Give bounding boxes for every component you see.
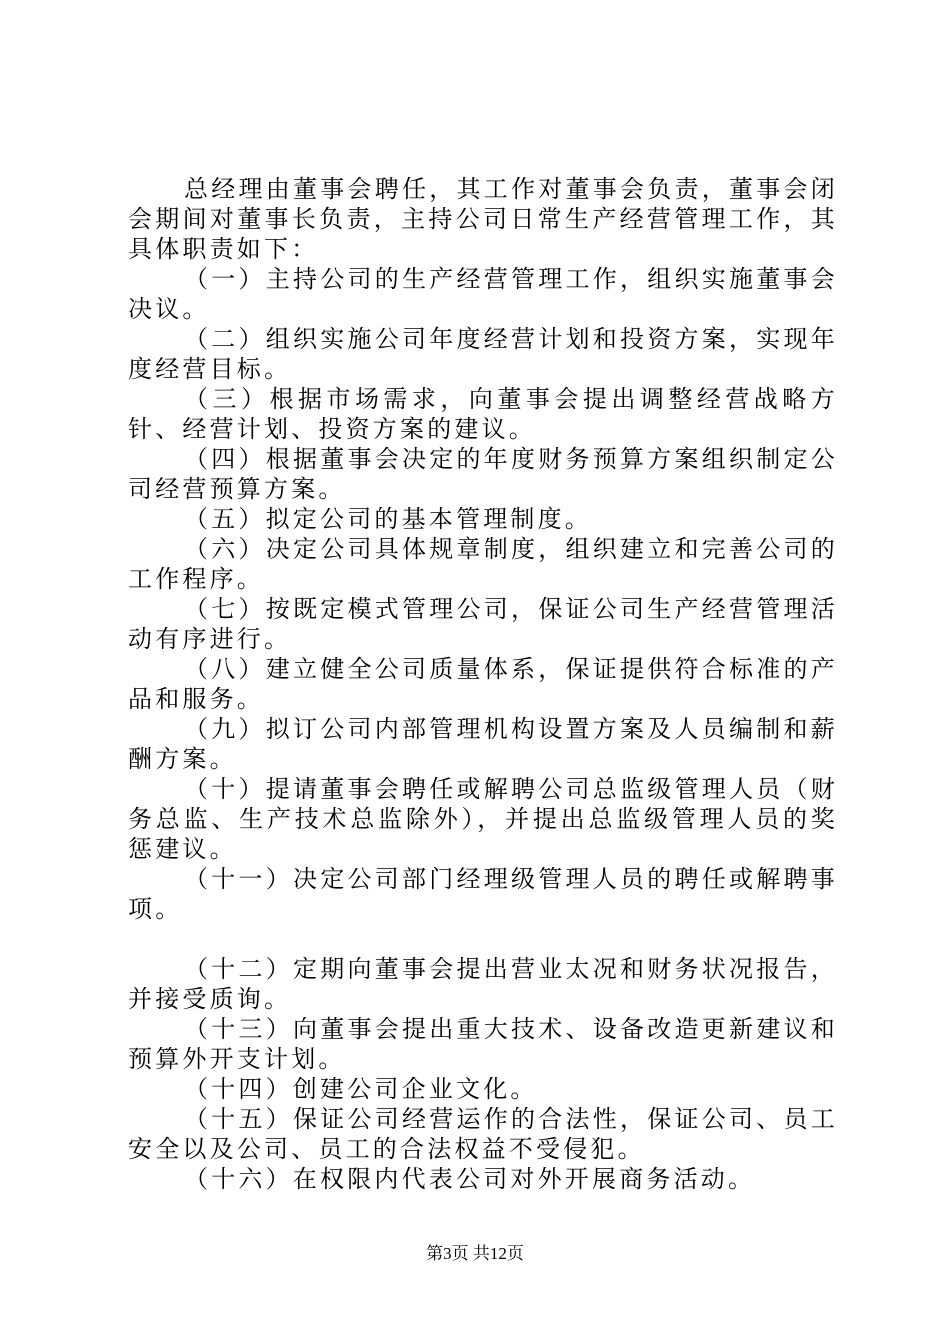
document-body (128, 174, 838, 1194)
duty-item-8: （八）建立健全公司质量体系，保证提供符合标准的产品和服务。 (128, 655, 838, 713)
duty-item-12: （十二）定期向董事会提出营业太况和财务状况报告，并接受质询。 (128, 955, 838, 1013)
duty-item-10: （十）提请董事会聘任或解聘公司总监级管理人员（财务总监、生产技术总监除外），并提出总监级管理人员的奖惩建议。 (128, 775, 838, 863)
duty-item-5: （五）拟定公司的基本管理制度。 (184, 505, 592, 533)
duty-item-16: （十六）在权限内代表公司对外开展商务活动。 (184, 1165, 756, 1193)
duty-item-2: （二）组织实施公司年度经营计划和投资方案，实现年度经营目标。 (128, 325, 838, 383)
duty-item-4: （四）根据董事会决定的年度财务预算方案组织制定公司经营预算方案。 (128, 445, 838, 503)
duty-item-11: （十一）决定公司部门经理级管理人员的聘任或解聘事项。 (128, 865, 838, 923)
duty-item-14: （十四）创建公司企业文化。 (184, 1075, 538, 1103)
duty-item-7: （七）按既定模式管理公司，保证公司生产经营管理活动有序进行。 (128, 595, 838, 653)
page-number-footer: 第3页 共12页 (426, 1244, 524, 1263)
duty-item-3: （三）根据市场需求，向董事会提出调整经营战略方针、经营计划、投资方案的建议。 (128, 385, 838, 443)
duty-item-13: （十三）向董事会提出重大技术、设备改造更新建议和预算外开支计划。 (128, 1015, 838, 1073)
duty-item-1: （一）主持公司的生产经营管理工作，组织实施董事会决议。 (128, 265, 838, 323)
intro-paragraph: 总经理由董事会聘任，其工作对董事会负责，董事会闭会期间对董事长负责，主持公司日常生产经营管理工作，其具体职责如下： (128, 175, 838, 263)
duty-item-9: （九）拟订公司内部管理机构设置方案及人员编制和薪酬方案。 (128, 715, 838, 773)
duty-item-15: （十五）保证公司经营运作的合法性，保证公司、员工安全以及公司、员工的合法权益不受侵犯。 (128, 1105, 838, 1163)
duty-item-6: （六）决定公司具体规章制度，组织建立和完善公司的工作程序。 (128, 535, 838, 593)
